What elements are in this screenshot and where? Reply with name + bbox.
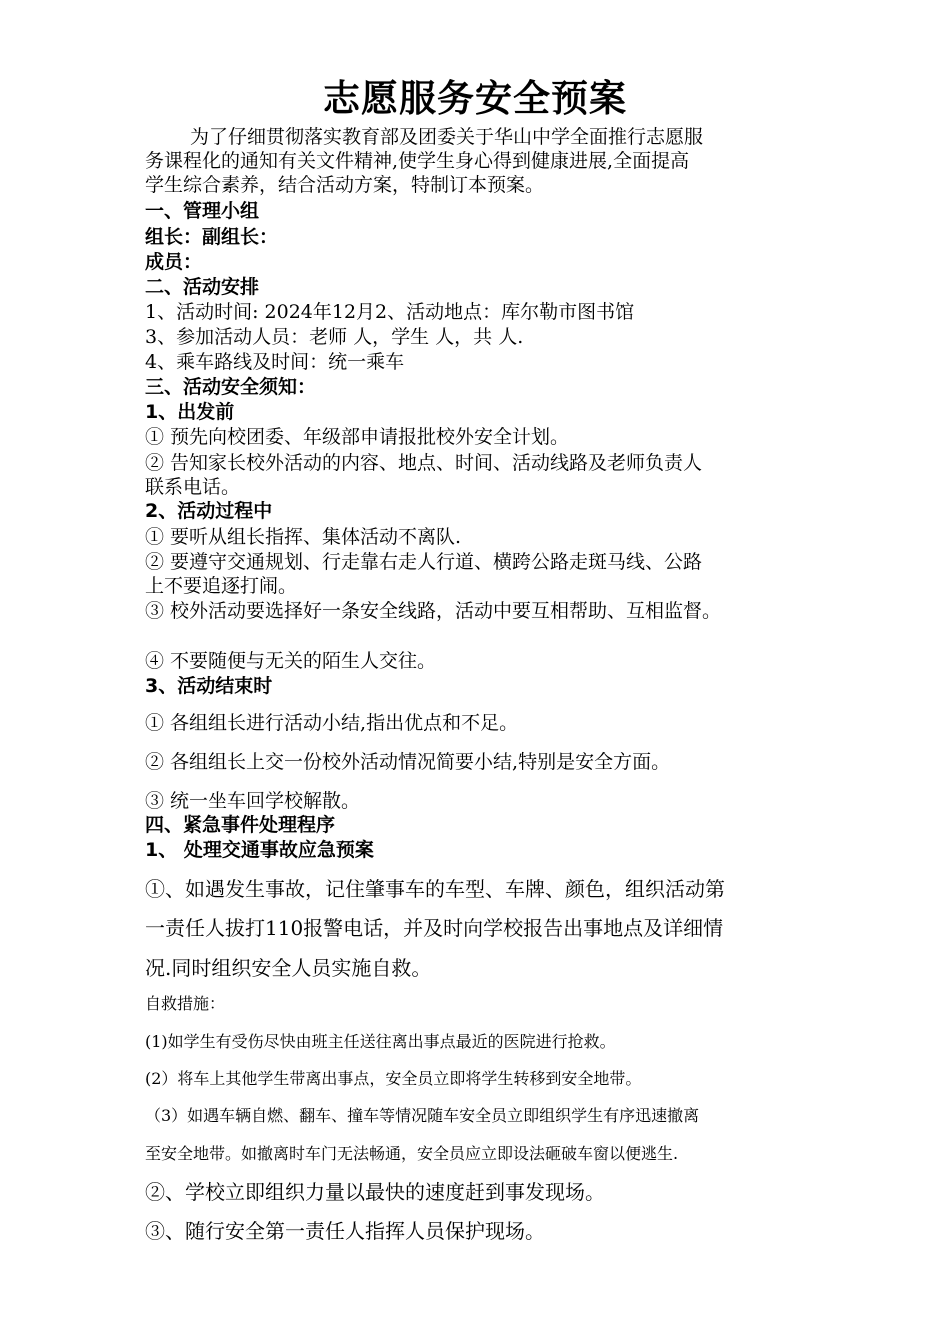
section-heading-safety: 三、活动安全须知： [145,376,317,398]
accident-item-2: ②、学校立即组织力量以最快的速度赶到事发现场。 [145,1180,605,1204]
leader-line: 组长：副组长： [145,226,279,248]
intro-line-1: 为了仔细贯彻落实教育部及团委关于华山中学全面推行志愿服 [190,126,704,148]
intro-line-2: 务课程化的通知有关文件精神,使学生身心得到健康进展,全面提高 [145,150,690,172]
rescue-item-1: (1)如学生有受伤尽快由班主任送往离出事点最近的医院进行抢救。 [145,1032,616,1051]
subheading-after-activity: 3、活动结束时 [145,675,273,697]
accident-item-1c: 况.同时组织安全人员实施自救。 [145,956,432,980]
after-item-3: ③ 统一坐车回学校解散。 [145,790,361,812]
section-heading-emergency: 四、紧急事件处理程序 [145,814,336,836]
rescue-item-3a: （3）如遇车辆自燃、翻车、撞车等情况随车安全员立即组织学生有序迅速撤离 [145,1106,700,1125]
subheading-during-activity: 2、活动过程中 [145,500,273,522]
arrangement-line-2: 3、参加活动人员：老师 人，学生 人，共 人. [145,326,524,348]
during-item-4: ④ 不要随便与无关的陌生人交往。 [145,650,437,672]
during-item-2a: ② 要遵守交通规划、行走靠右走人行道、横跨公路走斑马线、公路 [145,551,703,573]
accident-item-1a: ①、如遇发生事故，记住肇事车的车型、车牌、颜色，组织活动第 [145,877,725,901]
accident-item-3: ③、随行安全第一责任人指挥人员保护现场。 [145,1219,545,1243]
during-item-2b: 上不要追逐打闹。 [145,575,298,597]
before-item-2b: 联系电话。 [145,476,241,498]
rescue-item-2: (2）将车上其他学生带离出事点，安全员立即将学生转移到安全地带。 [145,1069,642,1088]
intro-line-3: 学生综合素养，结合活动方案，特制订本预案。 [145,174,545,196]
during-item-3: ③ 校外活动要选择好一条安全线路，活动中要互相帮助、互相监督。 [145,600,722,622]
during-item-1: ① 要听从组长指挥、集体活动不离队. [145,526,462,548]
section-heading-arrangement: 二、活动安排 [145,276,260,298]
after-item-2: ② 各组组长上交一份校外活动情况简要小结,特别是安全方面。 [145,751,671,773]
members-line: 成员： [145,251,203,273]
before-item-2a: ② 告知家长校外活动的内容、地点、时间、活动线路及老师负责人 [145,452,703,474]
page-title: 志愿服务安全预案 [323,77,627,120]
subheading-before-departure: 1、出发前 [145,401,235,423]
before-item-1: ① 预先向校团委、年级部申请报批校外安全计划。 [145,426,570,448]
arrangement-line-1: 1、活动时间: 2024年12月2、活动地点：库尔勒市图书馆 [145,301,635,323]
arrangement-line-3: 4、乘车路线及时间：统一乘车 [145,351,405,373]
subheading-traffic-accident: 1、 处理交通事故应急预案 [145,839,374,861]
after-item-1: ① 各组组长进行活动小结,指出优点和不足。 [145,712,519,734]
rescue-item-3b: 至安全地带。如撤离时车门无法畅通，安全员应立即设法砸破车窗以便逃生. [145,1144,679,1163]
section-heading-management: 一、管理小组 [145,200,260,222]
accident-item-1b: 一责任人拔打110报警电话，并及时向学校报告出事地点及详细情 [145,916,724,940]
rescue-title: 自救措施： [145,994,226,1013]
